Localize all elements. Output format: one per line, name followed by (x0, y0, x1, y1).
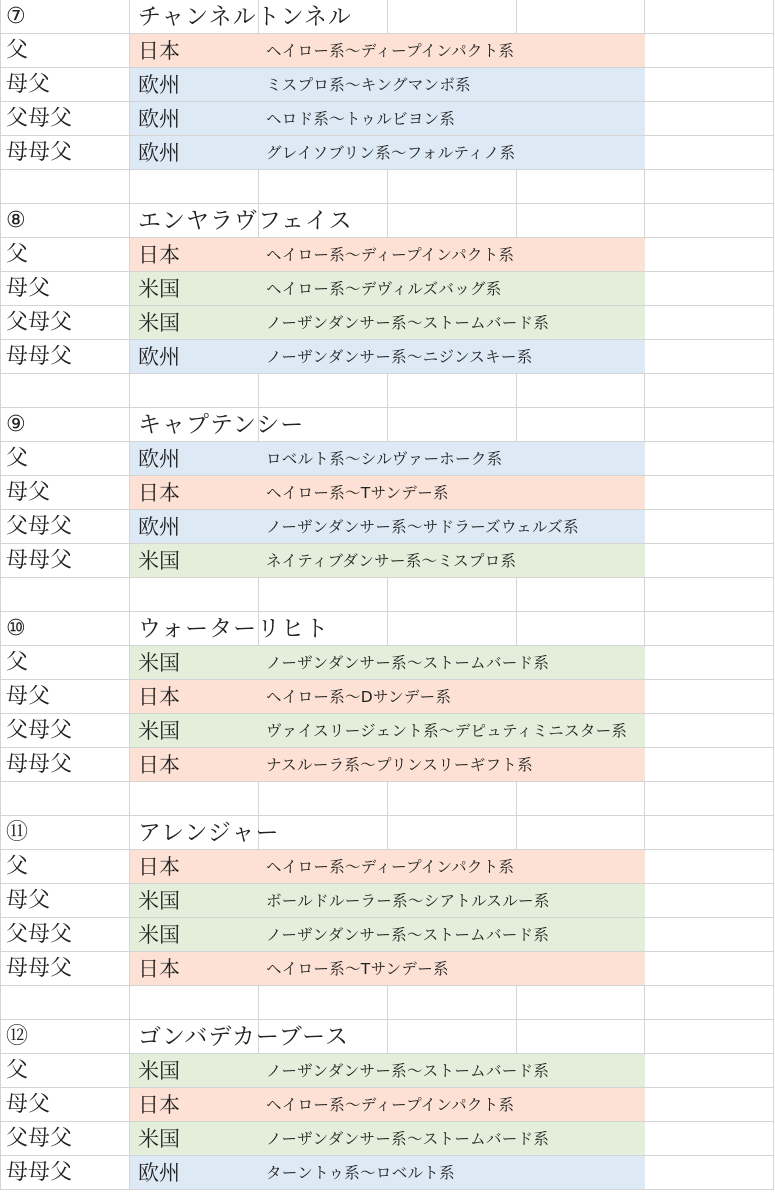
region-label: 欧州 (138, 107, 180, 131)
grid-cell[interactable] (645, 510, 774, 544)
grid-cell[interactable] (259, 170, 388, 204)
grid-cell[interactable] (388, 986, 517, 1020)
lineage-text: ノーザンダンサー系～ストームバード系 (266, 654, 550, 672)
pedigree-row (0, 510, 775, 544)
ancestor-label: 父 (6, 1058, 29, 1083)
pedigree-row (0, 272, 775, 306)
ancestor-label: 母母父 (6, 956, 73, 981)
grid-cell[interactable] (130, 374, 259, 408)
grid-cell[interactable] (645, 646, 774, 680)
lineage-text: ヘイロー系～Tサンデー系 (266, 960, 449, 978)
grid-cell[interactable] (259, 578, 388, 612)
grid-cell[interactable] (517, 612, 645, 646)
pedigree-row (0, 952, 775, 986)
pedigree-row (0, 646, 775, 680)
pedigree-row (0, 34, 775, 68)
region-label: 日本 (138, 243, 180, 267)
region-label: 米国 (138, 277, 180, 301)
grid-cell[interactable] (645, 272, 774, 306)
pedigree-row (0, 476, 775, 510)
region-label: 欧州 (138, 515, 180, 539)
pedigree-row (0, 884, 775, 918)
lineage-text: ヘイロー系～ディープインパクト系 (266, 42, 515, 60)
region-label: 欧州 (138, 141, 180, 165)
horse-number: ⑦ (6, 4, 26, 29)
lineage-text: ネイティブダンサー系～ミスプロ系 (266, 552, 517, 570)
horse-header-row (0, 204, 775, 238)
ancestor-label: 母父 (6, 1092, 51, 1117)
grid-cell[interactable] (645, 204, 774, 238)
pedigree-row (0, 918, 775, 952)
region-label: 米国 (138, 923, 180, 947)
region-label: 米国 (138, 549, 180, 573)
region-label: 欧州 (138, 345, 180, 369)
horse-header-row (0, 1020, 775, 1054)
region-label: 米国 (138, 1127, 180, 1151)
pedigree-row (0, 1122, 775, 1156)
grid-cell[interactable] (388, 782, 517, 816)
horse-number: ⑪ (6, 820, 29, 845)
grid-cell[interactable] (645, 748, 774, 782)
pedigree-row (0, 1054, 775, 1088)
region-label: 米国 (138, 719, 180, 743)
lineage-text: ヘイロー系～ディープインパクト系 (266, 858, 515, 876)
region-label: 米国 (138, 651, 180, 675)
spacer-row (0, 374, 775, 408)
grid-cell[interactable] (645, 952, 774, 986)
grid-cell[interactable] (130, 782, 259, 816)
horse-name: チャンネルトンネル (138, 4, 352, 30)
lineage-text: ノーザンダンサー系～サドラーズウェルズ系 (266, 518, 579, 536)
grid-cell[interactable] (130, 170, 259, 204)
grid-cell[interactable] (645, 476, 774, 510)
grid-cell[interactable] (0, 374, 130, 408)
grid-cell[interactable] (645, 714, 774, 748)
horse-name: ウォーターリヒト (138, 616, 330, 642)
grid-cell[interactable] (0, 986, 130, 1020)
grid-cell[interactable] (645, 986, 774, 1020)
horse-name: キャプテンシー (138, 412, 305, 438)
grid-cell[interactable] (645, 850, 774, 884)
lineage-text: ヘイロー系～ディープインパクト系 (266, 1096, 515, 1114)
pedigree-row (0, 442, 775, 476)
pedigree-row (0, 680, 775, 714)
grid-cell[interactable] (0, 578, 130, 612)
spacer-row (0, 782, 775, 816)
spacer-row (0, 170, 775, 204)
horse-number: ⑧ (6, 208, 26, 233)
lineage-text: ヘイロー系～Dサンデー系 (266, 688, 452, 706)
grid-cell[interactable] (645, 102, 774, 136)
grid-cell[interactable] (130, 578, 259, 612)
grid-cell[interactable] (259, 986, 388, 1020)
lineage-text: ターントゥ系～ロベルト系 (266, 1164, 455, 1182)
grid-cell[interactable] (388, 170, 517, 204)
pedigree-row (0, 544, 775, 578)
grid-cell[interactable] (645, 306, 774, 340)
spacer-row (0, 986, 775, 1020)
ancestor-label: 父 (6, 38, 29, 63)
pedigree-row (0, 748, 775, 782)
grid-cell[interactable] (645, 408, 774, 442)
grid-cell[interactable] (645, 68, 774, 102)
ancestor-label: 母父 (6, 684, 51, 709)
lineage-text: ロベルト系～シルヴァーホーク系 (266, 450, 503, 468)
lineage-text: ノーザンダンサー系～ストームバード系 (266, 926, 550, 944)
pedigree-row (0, 306, 775, 340)
region-label: 米国 (138, 311, 180, 335)
pedigree-row (0, 1156, 775, 1190)
lineage-text: ノーザンダンサー系～ストームバード系 (266, 1130, 550, 1148)
region-label: 日本 (138, 1093, 180, 1117)
pedigree-row (0, 714, 775, 748)
pedigree-row (0, 850, 775, 884)
grid-cell[interactable] (645, 1088, 774, 1122)
horse-number: ⑩ (6, 616, 26, 641)
grid-cell[interactable] (517, 204, 645, 238)
grid-cell[interactable] (645, 918, 774, 952)
region-label: 日本 (138, 855, 180, 879)
horse-number: ⑨ (6, 412, 26, 437)
grid-cell[interactable] (645, 34, 774, 68)
grid-cell[interactable] (645, 374, 774, 408)
grid-cell[interactable] (517, 782, 645, 816)
ancestor-label: 母母父 (6, 344, 73, 369)
grid-cell[interactable] (388, 578, 517, 612)
region-label: 米国 (138, 1059, 180, 1083)
pedigree-row (0, 340, 775, 374)
lineage-text: ボールドルーラー系～シアトルスルー系 (266, 892, 550, 910)
lineage-text: ナスルーラ系～プリンスリーギフト系 (266, 756, 533, 774)
horse-header-row (0, 816, 775, 850)
grid-cell[interactable] (517, 816, 645, 850)
lineage-text: ミスプロ系～キングマンボ系 (266, 76, 471, 94)
pedigree-row (0, 102, 775, 136)
region-label: 日本 (138, 481, 180, 505)
lineage-text: ヘロド系～トゥルビヨン系 (266, 110, 456, 128)
ancestor-label: 母母父 (6, 548, 73, 573)
grid-cell[interactable] (388, 204, 517, 238)
ancestor-label: 母母父 (6, 752, 73, 777)
grid-cell[interactable] (645, 578, 774, 612)
ancestor-label: 母父 (6, 276, 51, 301)
ancestor-label: 父 (6, 242, 29, 267)
grid-cell[interactable] (645, 340, 774, 374)
grid-cell[interactable] (388, 0, 517, 34)
grid-cell[interactable] (645, 136, 774, 170)
ancestor-label: 母父 (6, 480, 51, 505)
horse-header-row (0, 0, 775, 34)
ancestor-label: 父母父 (6, 1126, 73, 1151)
region-label: 日本 (138, 685, 180, 709)
grid-cell[interactable] (388, 816, 517, 850)
grid-cell[interactable] (645, 0, 774, 34)
ancestor-label: 父母父 (6, 106, 73, 131)
grid-cell[interactable] (388, 374, 517, 408)
grid-cell[interactable] (645, 1122, 774, 1156)
region-label: 欧州 (138, 447, 180, 471)
pedigree-row (0, 1088, 775, 1122)
grid-cell[interactable] (645, 884, 774, 918)
lineage-text: ノーザンダンサー系～ニジンスキー系 (266, 348, 533, 366)
region-label: 日本 (138, 957, 180, 981)
region-label: 日本 (138, 753, 180, 777)
ancestor-label: 父母父 (6, 514, 73, 539)
grid-cell[interactable] (645, 612, 774, 646)
grid-cell[interactable] (517, 170, 645, 204)
grid-cell[interactable] (0, 170, 130, 204)
grid-cell[interactable] (645, 1156, 774, 1190)
grid-cell[interactable] (388, 1020, 517, 1054)
ancestor-label: 父母父 (6, 922, 73, 947)
grid-cell[interactable] (259, 782, 388, 816)
grid-cell[interactable] (517, 0, 645, 34)
grid-cell[interactable] (517, 408, 645, 442)
region-label: 日本 (138, 39, 180, 63)
ancestor-label: 父母父 (6, 310, 73, 335)
grid-cell[interactable] (388, 408, 517, 442)
lineage-text: ヘイロー系～ディープインパクト系 (266, 246, 515, 264)
spacer-row (0, 578, 775, 612)
grid-cell[interactable] (645, 170, 774, 204)
pedigree-row (0, 238, 775, 272)
grid-cell[interactable] (645, 544, 774, 578)
ancestor-label: 父 (6, 854, 29, 879)
grid-cell[interactable] (130, 986, 259, 1020)
grid-cell[interactable] (645, 442, 774, 476)
grid-cell[interactable] (517, 578, 645, 612)
grid-cell[interactable] (517, 1020, 645, 1054)
horse-header-row (0, 408, 775, 442)
grid-cell[interactable] (517, 374, 645, 408)
ancestor-label: 母父 (6, 888, 51, 913)
grid-cell[interactable] (645, 1054, 774, 1088)
horse-number: ⑫ (6, 1024, 29, 1049)
region-label: 米国 (138, 889, 180, 913)
horse-header-row (0, 612, 775, 646)
grid-cell[interactable] (259, 374, 388, 408)
lineage-text: ヴァイスリージェント系～デピュティミニスター系 (266, 722, 628, 740)
grid-cell[interactable] (645, 782, 774, 816)
grid-cell[interactable] (645, 680, 774, 714)
pedigree-row (0, 68, 775, 102)
ancestor-label: 父母父 (6, 718, 73, 743)
lineage-text: ノーザンダンサー系～ストームバード系 (266, 1062, 550, 1080)
grid-cell[interactable] (0, 782, 130, 816)
grid-cell[interactable] (645, 238, 774, 272)
grid-cell[interactable] (517, 986, 645, 1020)
ancestor-label: 父 (6, 446, 29, 471)
grid-cell[interactable] (645, 1020, 774, 1054)
lineage-text: ヘイロー系～Tサンデー系 (266, 484, 449, 502)
lineage-text: ヘイロー系～デヴィルズバッグ系 (266, 280, 502, 298)
ancestor-label: 母父 (6, 72, 51, 97)
ancestor-label: 父 (6, 650, 29, 675)
horse-name: エンヤラヴフェイス (138, 208, 353, 234)
horse-name: ゴンバデカーブース (138, 1024, 349, 1050)
lineage-text: ノーザンダンサー系～ストームバード系 (266, 314, 550, 332)
lineage-text: グレイソブリン系～フォルティノ系 (266, 144, 516, 162)
region-label: 欧州 (138, 1161, 180, 1185)
region-label: 欧州 (138, 73, 180, 97)
pedigree-row (0, 136, 775, 170)
grid-cell[interactable] (388, 612, 517, 646)
ancestor-label: 母母父 (6, 140, 73, 165)
grid-cell[interactable] (645, 816, 774, 850)
horse-name: アレンジャー (138, 820, 280, 846)
ancestor-label: 母母父 (6, 1160, 73, 1185)
